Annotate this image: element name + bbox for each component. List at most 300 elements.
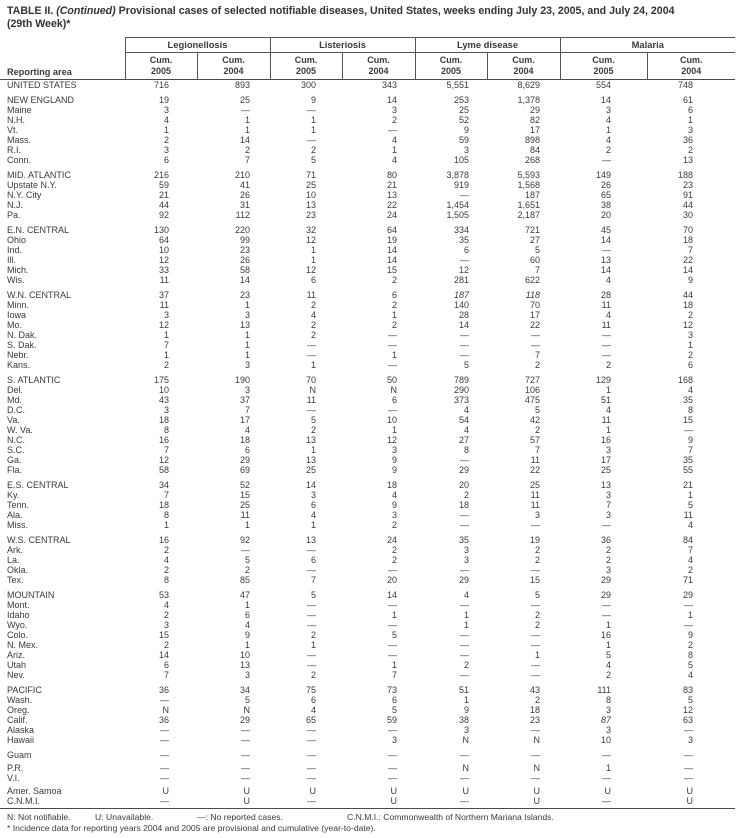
value-cell: 1 <box>606 125 612 136</box>
reporting-area-cell: PACIFIC <box>7 685 42 696</box>
value-cell: 188 <box>677 170 694 181</box>
value-cell: 8 <box>163 510 169 521</box>
table-row <box>0 773 735 783</box>
value-cell: 2 <box>392 115 398 126</box>
value-cell: 2 <box>464 490 470 501</box>
value-cell: — <box>125 796 197 809</box>
value-cell: 44 <box>683 290 694 301</box>
reporting-area-cell: Utah <box>7 660 27 671</box>
value-cell: — <box>602 340 612 351</box>
cum-label: Cum. <box>367 54 390 65</box>
table-row <box>0 125 735 135</box>
legend-unavailable: U: Unavailable. <box>95 812 154 823</box>
cum-year-header <box>415 52 487 80</box>
value-cell: — <box>388 773 398 784</box>
year-label: 2004 <box>513 65 534 76</box>
value-cell: 2 <box>392 275 398 286</box>
value-cell: 2 <box>535 610 541 621</box>
value-cell: — <box>241 725 251 736</box>
value-cell: 7 <box>163 340 169 351</box>
value-cell: N <box>162 705 169 716</box>
cum-year-header <box>270 52 342 80</box>
value-cell: 36 <box>158 685 169 696</box>
value-cell: 18 <box>459 500 470 511</box>
value-cell: 4 <box>311 705 317 716</box>
value-cell: 65 <box>601 190 612 201</box>
value-cell: 5,551 <box>446 80 470 91</box>
value-cell: — <box>241 763 251 774</box>
value-cell: 13 <box>387 190 398 201</box>
column-group-lyme-disease: Lyme disease <box>415 37 560 52</box>
value-cell: 1 <box>606 425 612 436</box>
cum-year-header <box>487 52 560 80</box>
value-cell: — <box>241 750 251 761</box>
cum-year-header <box>560 52 647 80</box>
value-cell: 15 <box>240 490 251 501</box>
value-cell: 38 <box>601 200 612 211</box>
value-cell: 4 <box>688 385 694 396</box>
value-cell: 4 <box>163 115 169 126</box>
value-cell: 6 <box>311 695 317 706</box>
value-cell: 4 <box>606 310 612 321</box>
value-cell: N <box>309 385 317 396</box>
table-row <box>0 796 735 809</box>
value-cell: 2 <box>606 670 612 681</box>
value-cell: — <box>307 773 317 784</box>
value-cell: 721 <box>524 225 541 236</box>
table-row <box>0 715 735 725</box>
column-group-listeriosis: Listeriosis <box>270 37 415 52</box>
value-cell: 9 <box>392 500 398 511</box>
value-cell: — <box>160 695 169 706</box>
value-cell: 60 <box>530 255 541 266</box>
value-cell: 21 <box>387 180 398 191</box>
value-cell: 1 <box>245 340 251 351</box>
value-cell: N <box>533 763 541 774</box>
table-row <box>0 180 735 190</box>
value-cell: 80 <box>387 170 398 181</box>
value-cell: — <box>602 520 612 531</box>
table-row <box>0 145 735 155</box>
value-cell: 22 <box>387 200 398 211</box>
table-row <box>0 786 735 796</box>
value-cell: 1 <box>392 425 398 436</box>
value-cell: 1 <box>464 620 470 631</box>
table-row <box>0 620 735 630</box>
value-cell: 14 <box>158 650 169 661</box>
value-cell: 20 <box>459 480 470 491</box>
value-cell: 23 <box>240 245 251 256</box>
value-cell: — <box>388 360 398 371</box>
value-cell: 2 <box>392 320 398 331</box>
table-body <box>0 80 735 809</box>
cum-label: Cum. <box>439 54 463 65</box>
value-cell: 69 <box>240 465 251 476</box>
value-cell: 64 <box>387 225 398 236</box>
value-cell: 12 <box>306 235 317 246</box>
value-cell: 4 <box>245 425 251 436</box>
value-cell: 35 <box>459 235 470 246</box>
reporting-area-cell: Nebr. <box>7 350 29 361</box>
value-cell: 36 <box>601 535 612 546</box>
value-cell: 4 <box>163 555 169 566</box>
value-cell: 22 <box>683 255 694 266</box>
value-cell: — <box>241 773 251 784</box>
value-cell: 2 <box>688 640 694 651</box>
value-cell: — <box>307 610 317 621</box>
value-cell: 6 <box>392 695 398 706</box>
value-cell: U <box>604 786 612 797</box>
value-cell: 28 <box>459 310 470 321</box>
value-cell: — <box>560 796 647 809</box>
value-cell: 15 <box>530 575 541 586</box>
table-header <box>0 37 735 80</box>
value-cell: — <box>460 455 470 466</box>
value-cell: 187 <box>453 290 470 301</box>
reporting-area-cell: Fla. <box>7 465 23 476</box>
value-cell: 175 <box>153 375 169 386</box>
value-cell: 34 <box>240 685 251 696</box>
value-cell: 4 <box>311 510 317 521</box>
value-cell: 3 <box>245 360 251 371</box>
value-cell: 3,878 <box>446 170 470 181</box>
value-cell: 64 <box>158 235 169 246</box>
value-cell: 17 <box>240 415 251 426</box>
value-cell: — <box>460 650 470 661</box>
value-cell: 5 <box>688 695 694 706</box>
reporting-area-cell: Pa. <box>7 210 21 221</box>
value-cell: 35 <box>459 535 470 546</box>
table-row <box>0 725 735 735</box>
cum-year-header <box>647 52 735 80</box>
reporting-area-cell: Alaska <box>7 725 35 736</box>
value-cell: 4 <box>606 115 612 126</box>
value-cell: 18 <box>683 300 694 311</box>
value-cell: 3 <box>163 405 169 416</box>
value-cell: U <box>197 796 270 809</box>
value-cell: 84 <box>530 145 541 156</box>
legend-no-reported-cases: —: No reported cases. <box>197 812 283 823</box>
value-cell: 1 <box>311 445 317 456</box>
value-cell: U <box>487 796 560 809</box>
value-cell: 22 <box>530 320 541 331</box>
value-cell: 73 <box>387 685 398 696</box>
value-cell: 18 <box>683 235 694 246</box>
value-cell: — <box>388 750 398 761</box>
reporting-area-cell: UNITED STATES <box>7 80 77 91</box>
value-cell: 21 <box>683 480 694 491</box>
value-cell: — <box>388 725 398 736</box>
reporting-area-cell: NEW ENGLAND <box>7 95 75 106</box>
value-cell: 34 <box>158 480 169 491</box>
value-cell: 8,629 <box>517 80 541 91</box>
value-cell: — <box>307 750 317 761</box>
value-cell: 43 <box>158 395 169 406</box>
value-cell: 10 <box>240 650 251 661</box>
value-cell: 898 <box>524 135 541 146</box>
value-cell: 168 <box>677 375 694 386</box>
value-cell: 1 <box>311 125 317 136</box>
value-cell: 1 <box>606 620 612 631</box>
value-cell: 18 <box>240 435 251 446</box>
value-cell: 36 <box>158 715 169 726</box>
value-cell: — <box>531 725 541 736</box>
value-cell: — <box>531 600 541 611</box>
value-cell: 92 <box>158 210 169 221</box>
table-row <box>0 245 735 255</box>
value-cell: 2 <box>163 640 169 651</box>
value-cell: 111 <box>597 685 612 696</box>
value-cell: 9 <box>392 465 398 476</box>
value-cell: 9 <box>688 275 694 286</box>
value-cell: — <box>307 650 317 661</box>
value-cell: 47 <box>240 590 251 601</box>
reporting-area-cell: Miss. <box>7 520 28 531</box>
value-cell: 3 <box>392 735 398 746</box>
value-cell: 1 <box>606 385 612 396</box>
value-cell: 13 <box>683 155 694 166</box>
value-cell: 29 <box>683 590 694 601</box>
reporting-area-cell: Ga. <box>7 455 22 466</box>
reporting-area-cell: Md. <box>7 395 23 406</box>
table-row <box>0 670 735 680</box>
cum-label: Cum. <box>222 54 245 65</box>
value-cell: — <box>531 340 541 351</box>
value-cell: 4 <box>606 135 612 146</box>
reporting-area-cell: Okla. <box>7 565 29 576</box>
value-cell: 1 <box>163 520 169 531</box>
value-cell: 29 <box>601 590 612 601</box>
value-cell: 70 <box>683 225 694 236</box>
table-row <box>0 105 735 115</box>
value-cell: — <box>531 565 541 576</box>
value-cell: 3 <box>392 445 398 456</box>
value-cell: 26 <box>240 255 251 266</box>
value-cell: 8 <box>688 650 694 661</box>
value-cell: 58 <box>240 265 251 276</box>
value-cell: 18 <box>387 480 398 491</box>
value-cell: 2 <box>163 610 169 621</box>
value-cell: 7 <box>163 490 169 501</box>
value-cell: 70 <box>530 300 541 311</box>
reporting-area-cell: N.Y. City <box>7 190 42 201</box>
table-row <box>0 510 735 520</box>
value-cell: 1 <box>392 660 398 671</box>
value-cell: 1 <box>464 610 470 621</box>
value-cell: 716 <box>153 80 169 91</box>
value-cell: — <box>307 735 317 746</box>
value-cell: 2 <box>688 145 694 156</box>
value-cell: 14 <box>683 265 694 276</box>
table-row <box>0 155 735 165</box>
value-cell: 220 <box>234 225 251 236</box>
value-cell: 6 <box>163 155 169 166</box>
value-cell: 25 <box>530 480 541 491</box>
reporting-area-cell: Calif. <box>7 715 28 726</box>
value-cell: — <box>602 610 612 621</box>
reporting-area-cell: Ky. <box>7 490 20 501</box>
value-cell: — <box>307 565 317 576</box>
cum-label: Cum. <box>680 54 703 65</box>
reporting-area-cell: W. Va. <box>7 425 33 436</box>
value-cell: — <box>531 520 541 531</box>
value-cell: N <box>390 385 398 396</box>
value-cell: — <box>307 545 317 556</box>
value-cell: 2 <box>535 695 541 706</box>
value-cell: 1 <box>245 125 251 136</box>
value-cell: 2 <box>163 545 169 556</box>
value-cell: 15 <box>387 265 398 276</box>
table-row <box>0 705 735 715</box>
value-cell: 2 <box>606 545 612 556</box>
value-cell: 2 <box>311 330 317 341</box>
value-cell: 6 <box>688 105 694 116</box>
value-cell: 18 <box>158 500 169 511</box>
reporting-area-cell: S. ATLANTIC <box>7 375 61 386</box>
table-row <box>0 535 735 545</box>
value-cell: 51 <box>601 395 612 406</box>
value-cell: 24 <box>387 210 398 221</box>
value-cell: 14 <box>601 265 612 276</box>
value-cell: — <box>602 750 612 761</box>
value-cell: 3 <box>464 555 470 566</box>
value-cell: 11 <box>601 415 612 426</box>
value-cell: — <box>388 640 398 651</box>
value-cell: 2 <box>606 555 612 566</box>
value-cell: 19 <box>158 95 169 106</box>
value-cell: 44 <box>158 200 169 211</box>
value-cell: — <box>531 330 541 341</box>
value-cell: 130 <box>153 225 169 236</box>
value-cell: 30 <box>683 210 694 221</box>
value-cell: — <box>241 545 251 556</box>
reporting-area-cell: Mass. <box>7 135 32 146</box>
reporting-area-cell: S. Dak. <box>7 340 37 351</box>
value-cell: 25 <box>601 465 612 476</box>
value-cell: 1 <box>311 520 317 531</box>
table-row <box>0 135 735 145</box>
value-cell: 1 <box>311 115 317 126</box>
value-cell: 29 <box>459 465 470 476</box>
table-row <box>0 435 735 445</box>
value-cell: 4 <box>392 490 398 501</box>
value-cell: 5 <box>311 590 317 601</box>
value-cell: 35 <box>683 455 694 466</box>
value-cell: — <box>270 796 342 809</box>
value-cell: — <box>684 763 694 774</box>
value-cell: — <box>307 600 317 611</box>
table-label: TABLE II. <box>7 5 54 17</box>
value-cell: 11 <box>306 290 317 301</box>
value-cell: 300 <box>300 80 317 91</box>
reporting-area-cell: E.N. CENTRAL <box>7 225 70 236</box>
value-cell: 12 <box>158 255 169 266</box>
value-cell: — <box>684 725 694 736</box>
reporting-area-cell: Ark. <box>7 545 24 556</box>
value-cell: 1 <box>163 350 169 361</box>
value-cell: 8 <box>688 405 694 416</box>
value-cell: 11 <box>683 510 694 521</box>
value-cell: 4 <box>688 520 694 531</box>
table-row <box>0 290 735 300</box>
value-cell: — <box>160 735 169 746</box>
value-cell: U <box>647 796 735 809</box>
value-cell: 5 <box>392 630 398 641</box>
value-cell: — <box>160 725 169 736</box>
value-cell: 52 <box>240 480 251 491</box>
value-cell: 11 <box>530 500 541 511</box>
reporting-area-cell: MOUNTAIN <box>7 590 55 601</box>
value-cell: 53 <box>158 590 169 601</box>
value-cell: 85 <box>240 575 251 586</box>
value-cell: 37 <box>158 290 169 301</box>
value-cell: 13 <box>306 435 317 446</box>
value-cell: 3 <box>392 510 398 521</box>
value-cell: 2 <box>311 320 317 331</box>
value-cell: 2 <box>245 145 251 156</box>
table-row <box>0 445 735 455</box>
value-cell: 29 <box>240 715 251 726</box>
value-cell: — <box>460 600 470 611</box>
value-cell: 12 <box>683 320 694 331</box>
value-cell: 11 <box>159 275 169 286</box>
value-cell: 149 <box>595 170 612 181</box>
value-cell: 5 <box>245 695 251 706</box>
value-cell: 475 <box>524 395 541 406</box>
value-cell: 2 <box>311 670 317 681</box>
reporting-area-cell: Maine <box>7 105 32 116</box>
value-cell: 129 <box>595 375 612 386</box>
value-cell: 13 <box>601 255 612 266</box>
reporting-area-cell: Ohio <box>7 235 27 246</box>
table-row <box>0 565 735 575</box>
value-cell: 1 <box>688 340 694 351</box>
value-cell: 19 <box>530 535 541 546</box>
value-cell: 5 <box>535 405 541 416</box>
value-cell: — <box>241 105 251 116</box>
value-cell: — <box>460 350 470 361</box>
value-cell: 75 <box>306 685 317 696</box>
value-cell: — <box>307 340 317 351</box>
year-label: 2004 <box>681 65 702 76</box>
value-cell: 41 <box>240 180 251 191</box>
value-cell: 9 <box>688 435 694 446</box>
column-group-malaria: Malaria <box>560 37 735 52</box>
value-cell: 343 <box>381 80 398 91</box>
reporting-area-cell: Wis. <box>7 275 25 286</box>
value-cell: 82 <box>530 115 541 126</box>
table-row <box>0 575 735 585</box>
value-cell: 14 <box>240 275 251 286</box>
value-cell: 3 <box>535 510 541 521</box>
value-cell: 2 <box>311 145 317 156</box>
year-label: 2005 <box>441 65 462 76</box>
value-cell: — <box>460 773 470 784</box>
value-cell: 6 <box>311 555 317 566</box>
reporting-area-cell: Vt. <box>7 125 19 136</box>
value-cell: 16 <box>158 435 169 446</box>
value-cell: 12 <box>158 455 169 466</box>
value-cell: N <box>243 705 251 716</box>
value-cell: — <box>531 630 541 641</box>
value-cell: 11 <box>530 455 541 466</box>
value-cell: 18 <box>158 415 169 426</box>
value-cell: U <box>243 786 251 797</box>
table-continued-label: (Continued) <box>56 5 116 17</box>
table-row <box>0 275 735 285</box>
value-cell: 51 <box>459 685 470 696</box>
value-cell: 2 <box>535 360 541 371</box>
